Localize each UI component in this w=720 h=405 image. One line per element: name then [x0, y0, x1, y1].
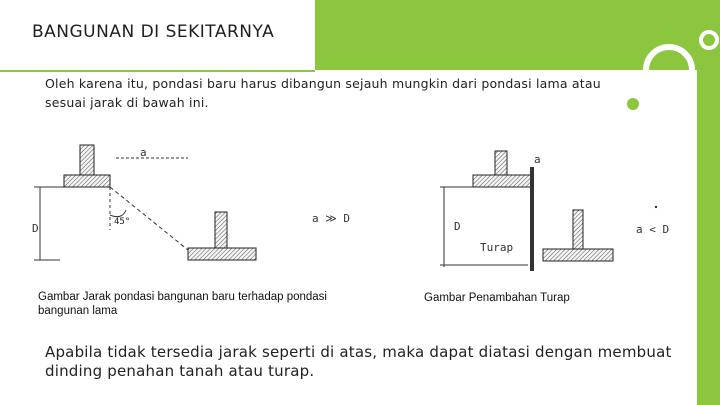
dot-marker [655, 206, 657, 208]
page-title: BANGUNAN DI SEKITARNYA [32, 22, 275, 42]
right-figure-caption: Gambar Penambahan Turap [424, 292, 570, 304]
old-foundation-footing [473, 175, 531, 187]
label-a: a [534, 153, 541, 166]
decorative-dot [627, 98, 639, 110]
title-area [0, 0, 315, 70]
title-underline [0, 70, 315, 72]
sheet-pile [530, 167, 534, 271]
sheet-pile-diagram [440, 145, 700, 280]
old-foundation-stem [495, 151, 507, 177]
new-foundation-footing [188, 248, 256, 260]
accent-side-bar [697, 70, 720, 405]
decorative-circle-large [643, 44, 695, 96]
bottom-paragraph: Apabila tidak tersedia jarak seperti di atas, maka dapat diatasi dengan membuat dinding penahan tanah atau turap. [45, 343, 672, 380]
decorative-circle-small [699, 30, 719, 50]
formula-left: a ≫ D [312, 212, 351, 225]
label-a: a [140, 146, 147, 159]
old-foundation-footing [64, 175, 110, 187]
label-d: D [454, 220, 461, 233]
formula-right: a < D [636, 223, 670, 236]
new-foundation-stem [573, 210, 583, 252]
label-turap: Turap [480, 241, 514, 254]
angle-label: 45° [114, 217, 131, 227]
foundation-distance-diagram [30, 140, 360, 280]
left-figure-caption: Gambar Jarak pondasi bangunan baru terhadap pondasi bangunan lama [38, 291, 327, 317]
angle-arc [110, 210, 126, 217]
old-foundation-stem [80, 145, 94, 175]
label-d: D [32, 222, 39, 235]
new-foundation-stem [215, 212, 227, 250]
intro-paragraph: Oleh karena itu, pondasi baru harus dibangun sejauh mungkin dari pondasi lama atau sesuai jarak di bawah ini. [45, 76, 601, 110]
new-foundation-footing [543, 249, 613, 261]
